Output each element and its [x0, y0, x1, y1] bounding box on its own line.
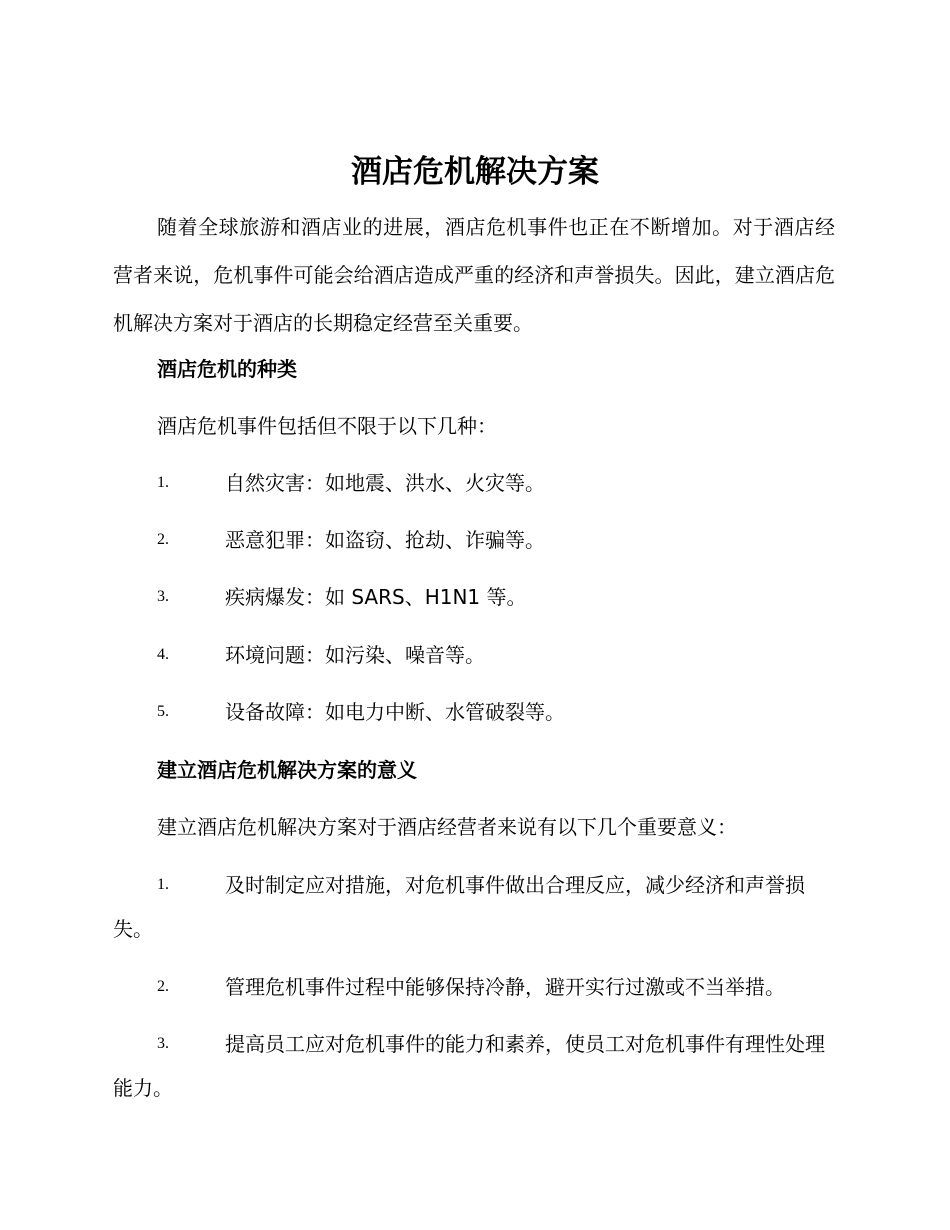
section-intro-significance: 建立酒店危机解决方案对于酒店经营者来说有以下几个重要意义：: [157, 815, 737, 839]
list-item: [113, 1022, 835, 1110]
list-item: [113, 690, 835, 734]
list-item: [113, 965, 835, 1009]
list-item: [113, 461, 835, 505]
list-item-text: 提高员工应对危机事件的能力和素养，使员工对危机事件有理性处理能力。: [113, 1032, 825, 1100]
list-item: [113, 518, 835, 562]
document-title: 酒店危机解决方案: [351, 154, 599, 190]
list-item-text: 及时制定应对措施，对危机事件做出合理反应，减少经济和声誉损失。: [113, 873, 805, 941]
list-item-text: 恶意犯罪：如盗窃、抢劫、诈骗等。: [225, 528, 545, 552]
list-item: [113, 863, 835, 951]
list-number: 1.: [157, 876, 169, 893]
list-number: 5.: [157, 703, 169, 720]
list-item-text: 管理危机事件过程中能够保持冷静，避开实行过激或不当举措。: [225, 975, 785, 999]
list-number: 2.: [157, 978, 169, 995]
section-intro-crisis-types: 酒店危机事件包括但不限于以下几种：: [157, 414, 497, 438]
section-heading-significance: 建立酒店危机解决方案的意义: [157, 758, 417, 782]
list-item-text: 环境问题：如污染、噪音等。: [225, 643, 485, 667]
list-item-text: 设备故障：如电力中断、水管破裂等。: [225, 700, 565, 724]
list-number: 4.: [157, 646, 169, 663]
list-number: 1.: [157, 474, 169, 491]
list-item-text: 疾病爆发：如 SARS、H1N1 等。: [225, 585, 527, 609]
section-heading-crisis-types: 酒店危机的种类: [157, 357, 297, 381]
list-item-text: 自然灾害：如地震、洪水、火灾等。: [225, 471, 545, 495]
list-number: 3.: [157, 1035, 169, 1052]
intro-paragraph: 随着全球旅游和酒店业的进展，酒店危机事件也正在不断增加。对于酒店经营者来说，危机事件可能会给酒店造成严重的经济和声誉损失。因此，建立酒店危机解决方案对于酒店的长期稳定经营至关重要。: [113, 215, 835, 335]
list-number: 3.: [157, 588, 169, 605]
list-item: [113, 633, 835, 677]
list-number: 2.: [157, 531, 169, 548]
list-item: [113, 575, 835, 619]
